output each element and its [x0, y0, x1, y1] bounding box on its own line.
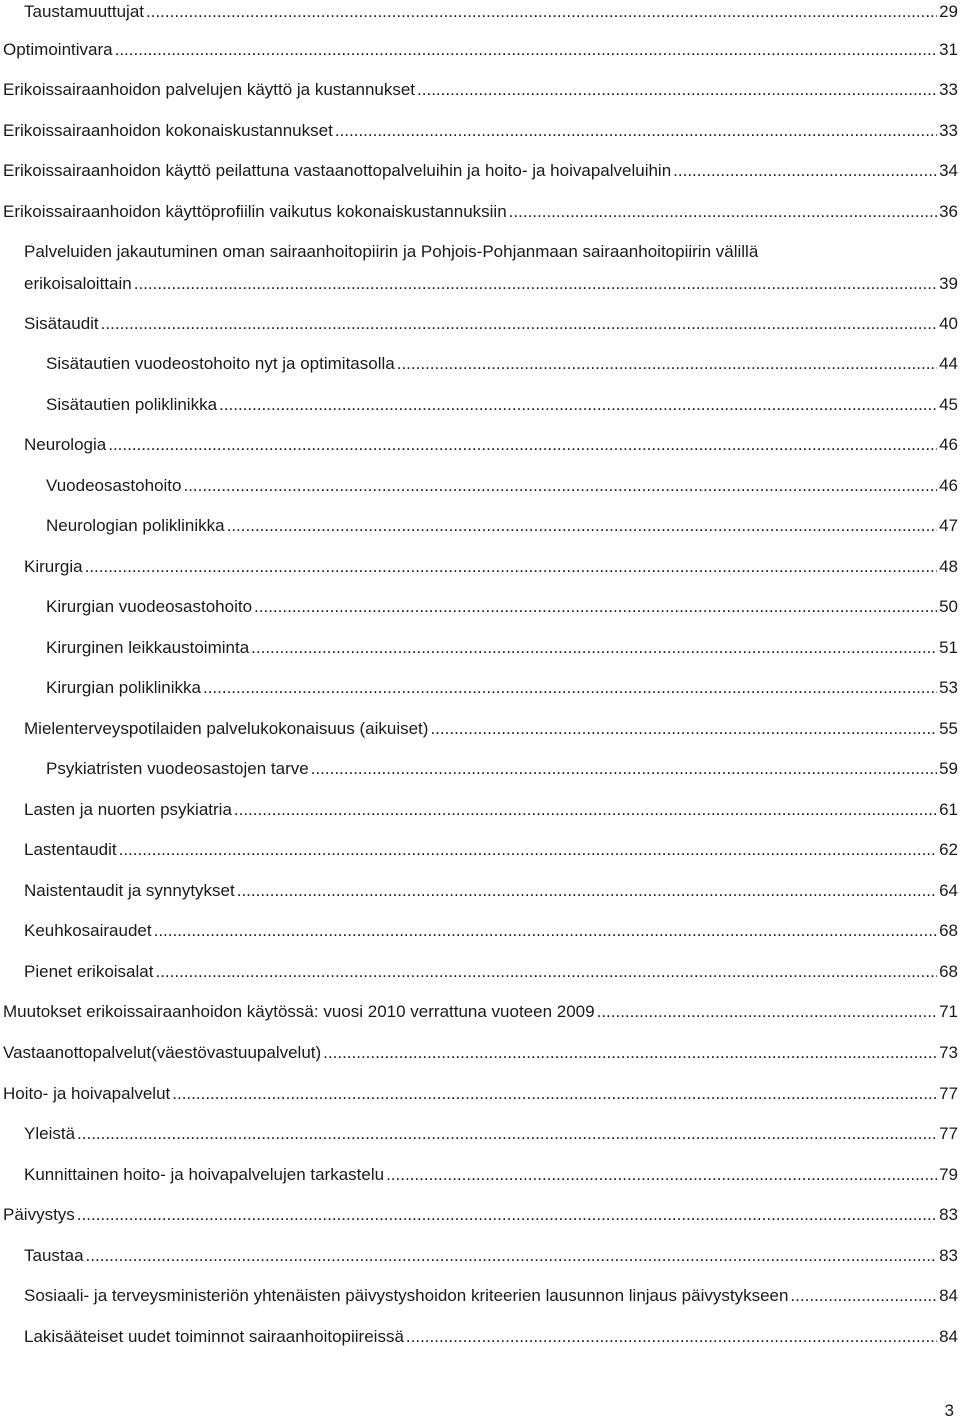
toc-dot-leader: [311, 757, 937, 781]
toc-entry[interactable]: [0, 636, 960, 660]
toc-entry-page: 47: [939, 516, 958, 535]
toc-entry-title: Pienet erikoisalat: [24, 962, 154, 981]
toc-entry-page: 33: [939, 121, 958, 140]
toc-dot-leader: [323, 1041, 937, 1065]
toc-entry[interactable]: [0, 200, 960, 224]
toc-dot-leader: [108, 433, 937, 457]
toc-entry-page: 55: [939, 719, 958, 738]
toc-entry[interactable]: [0, 1203, 960, 1227]
toc-entry-title: Päivystys: [3, 1205, 75, 1224]
toc-entry-page: 39: [939, 274, 958, 293]
toc-entry-title: Taustaa: [24, 1246, 84, 1265]
toc-entry[interactable]: [0, 312, 960, 336]
toc-entry[interactable]: [0, 352, 960, 376]
toc-entry-page: 77: [939, 1084, 958, 1103]
toc-entry-page: 53: [939, 678, 958, 697]
toc-dot-leader: [335, 119, 937, 143]
toc-entry[interactable]: [0, 393, 960, 417]
toc-entry-title: Lasten ja nuorten psykiatria: [24, 800, 232, 819]
toc-entry[interactable]: [0, 1122, 960, 1146]
toc-entry-title: Mielenterveyspotilaiden palvelukokonaisuus (aikuiset): [24, 719, 429, 738]
toc-entry-page: 71: [939, 1002, 958, 1021]
toc-entry-page: 31: [939, 40, 958, 59]
toc-entry-page: 68: [939, 921, 958, 940]
toc-entry-title: Sisätaudit: [24, 314, 99, 333]
toc-entry-title: Erikoissairaanhoidon kokonaiskustannukset: [3, 121, 333, 140]
toc-entry[interactable]: [0, 474, 960, 498]
toc-dot-leader: [509, 200, 937, 224]
toc-entry[interactable]: [0, 433, 960, 457]
toc-entry-title: Lakisääteiset uudet toiminnot sairaanhoitopiireissä: [24, 1327, 404, 1346]
toc-entry-page: 44: [939, 354, 958, 373]
toc-dot-leader: [203, 676, 937, 700]
toc-entry-page: 73: [939, 1043, 958, 1062]
toc-entry[interactable]: [0, 119, 960, 143]
toc-dot-leader: [172, 1082, 937, 1106]
toc-entry[interactable]: [0, 240, 960, 294]
toc-entry-page: 29: [939, 2, 958, 21]
toc-entry-title: Neurologian poliklinikka: [46, 516, 225, 535]
toc-entry[interactable]: [0, 757, 960, 781]
toc-dot-leader: [790, 1284, 937, 1308]
toc-entry-title: Vastaanottopalvelut(väestövastuupalvelut): [3, 1043, 322, 1062]
toc-dot-leader: [77, 1203, 937, 1227]
toc-entry[interactable]: [0, 78, 960, 102]
toc-entry[interactable]: [0, 960, 960, 984]
toc-dot-leader: [234, 798, 937, 822]
toc-entry-page: 84: [939, 1327, 958, 1346]
toc-dot-leader: [183, 474, 937, 498]
toc-entry-page: 40: [939, 314, 958, 333]
page-number: 3: [944, 1401, 954, 1420]
toc-entry-page: 51: [939, 638, 958, 657]
toc-entry-title: Palveluiden jakautuminen oman sairaanhoitopiirin ja Pohjois-Pohjanmaan sairaanhoitopiirin välillä: [24, 242, 759, 261]
toc-entry-title: Taustamuuttujat: [24, 2, 145, 21]
toc-entry[interactable]: [0, 676, 960, 700]
toc-entry-page: 84: [939, 1286, 958, 1305]
toc-dot-leader: [134, 272, 937, 296]
toc-dot-leader: [227, 514, 937, 538]
toc-entry-title: Sisätautien poliklinikka: [46, 395, 218, 414]
toc-entry-title: Vuodeosastohoito: [46, 476, 182, 495]
toc-entry-page: 61: [939, 800, 958, 819]
toc-dot-leader: [119, 838, 937, 862]
toc-entry-title: Erikoissairaanhoidon käyttö peilattuna vastaanottopalveluihin ja hoito- ja hoivapalveluihin: [3, 161, 672, 180]
toc-dot-leader: [155, 960, 937, 984]
toc-entry-title: Yleistä: [24, 1124, 76, 1143]
toc-entry-title: Kirurgian vuodeosastohoito: [46, 597, 253, 616]
toc-entry[interactable]: [0, 1284, 960, 1308]
toc-entry-page: 62: [939, 840, 958, 859]
toc-dot-leader: [254, 595, 937, 619]
toc-entry-title: Kirurgia: [24, 557, 83, 576]
toc-entry[interactable]: [0, 1244, 960, 1268]
toc-entry[interactable]: [0, 0, 960, 24]
toc-entry-page: 64: [939, 881, 958, 900]
toc-dot-leader: [146, 0, 937, 24]
toc-entry-page: 79: [939, 1165, 958, 1184]
toc-entry[interactable]: [0, 1325, 960, 1349]
toc-dot-leader: [115, 38, 937, 62]
toc-entry-title: Erikoissairaanhoidon palvelujen käyttö ja kustannukset: [3, 80, 416, 99]
toc-entry-page: 48: [939, 557, 958, 576]
toc-entry-title: Kunnittainen hoito- ja hoivapalvelujen tarkastelu: [24, 1165, 385, 1184]
toc-entry-title: Kirurginen leikkaustoiminta: [46, 638, 250, 657]
toc-entry-title: Lastentaudit: [24, 840, 117, 859]
toc-entry-title: Muutokset erikoissairaanhoidon käytössä: vuosi 2010 verrattuna vuoteen 2009: [3, 1002, 595, 1021]
toc-entry-page: 46: [939, 476, 958, 495]
toc-entry-title: Erikoissairaanhoidon käyttöprofiilin vaikutus kokonaiskustannuksiin: [3, 202, 507, 221]
toc-entry-title: Naistentaudit ja synnytykset: [24, 881, 235, 900]
toc-entry-page: 83: [939, 1246, 958, 1265]
toc-dot-leader: [86, 1244, 938, 1268]
toc-entry-page: 45: [939, 395, 958, 414]
toc-entry-page: 46: [939, 435, 958, 454]
toc-dot-leader: [77, 1122, 937, 1146]
toc-entry[interactable]: [0, 555, 960, 579]
toc-entry[interactable]: [0, 1041, 960, 1065]
toc-entry-page: 50: [939, 597, 958, 616]
toc-entry[interactable]: [0, 798, 960, 822]
toc-entry[interactable]: [0, 879, 960, 903]
toc-entry-title-continued: erikoisaloittain: [24, 274, 132, 293]
toc-entry[interactable]: [0, 919, 960, 943]
toc-dot-leader: [406, 1325, 937, 1349]
toc-entry-page: 36: [939, 202, 958, 221]
toc-entry-page: 59: [939, 759, 958, 778]
toc-dot-leader: [237, 879, 937, 903]
toc-entry-title: Optimointivara: [3, 40, 113, 59]
toc-entry-title: Keuhkosairaudet: [24, 921, 152, 940]
toc-dot-leader: [154, 919, 937, 943]
toc-entry[interactable]: [0, 838, 960, 862]
toc-dot-leader: [597, 1000, 937, 1024]
toc-entry-title: Sosiaali- ja terveysministeriön yhtenäisten päivystyshoidon kriteerien lausunnon linjaus päivystykseen: [24, 1286, 789, 1305]
toc-dot-leader: [251, 636, 937, 660]
toc-entry[interactable]: [0, 514, 960, 538]
toc-entry-title: Kirurgian poliklinikka: [46, 678, 201, 697]
toc-entry-page: 83: [939, 1205, 958, 1224]
toc-dot-leader: [101, 312, 937, 336]
toc-dot-leader: [85, 555, 937, 579]
toc-entry-page: 34: [939, 161, 958, 180]
toc-entry[interactable]: [0, 159, 960, 183]
toc-dot-leader: [386, 1163, 937, 1187]
toc-dot-leader: [430, 717, 937, 741]
toc-entry-page: 77: [939, 1124, 958, 1143]
toc-entry-title: Psykiatristen vuodeosastojen tarve: [46, 759, 309, 778]
toc-entry[interactable]: [0, 1163, 960, 1187]
toc-dot-leader: [673, 159, 937, 183]
toc-entry[interactable]: [0, 595, 960, 619]
toc-entry-title: Hoito- ja hoivapalvelut: [3, 1084, 171, 1103]
toc-entry-title: Sisätautien vuodeostohoito nyt ja optimitasolla: [46, 354, 395, 373]
toc-entry-page: 33: [939, 80, 958, 99]
toc-entry[interactable]: [0, 38, 960, 62]
toc-entry-page: 68: [939, 962, 958, 981]
toc-entry-title: Neurologia: [24, 435, 107, 454]
toc-entry[interactable]: [0, 1082, 960, 1106]
toc-entry[interactable]: [0, 1000, 960, 1024]
toc-dot-leader: [417, 78, 937, 102]
toc-dot-leader: [219, 393, 937, 417]
toc-dot-leader: [397, 352, 937, 376]
toc-entry[interactable]: [0, 717, 960, 741]
